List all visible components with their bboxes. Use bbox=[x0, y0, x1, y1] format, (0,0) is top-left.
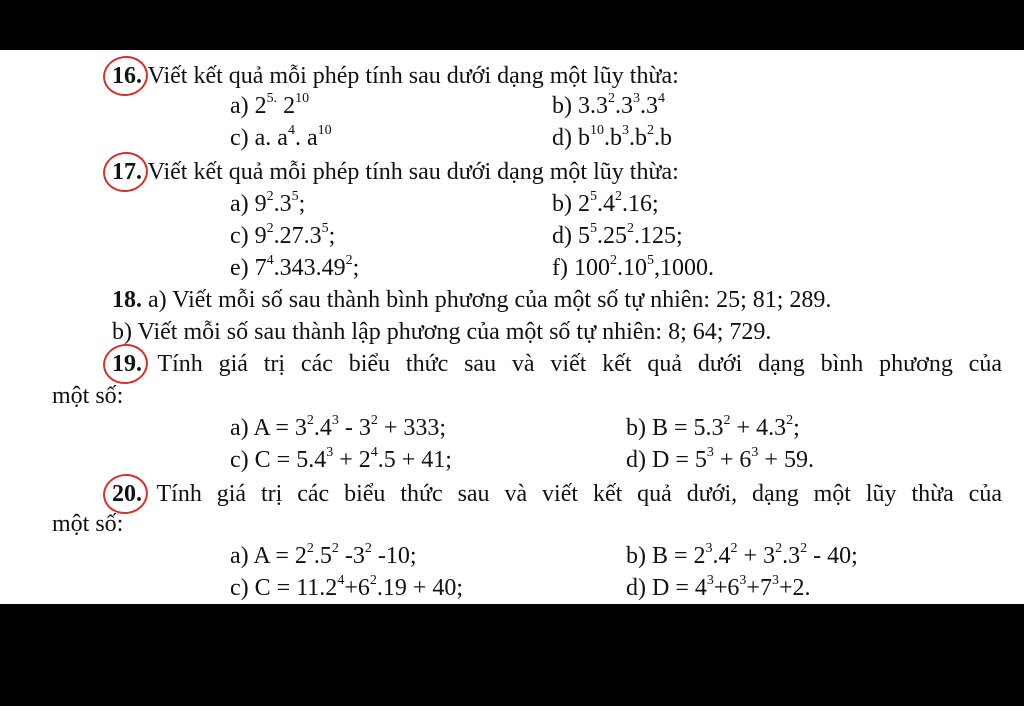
problem-16a: a) $2^{5.}$ $2^{10}$ bbox=[230, 91, 310, 119]
problem-20a: a) $A = 2^2.5^2$ $-3^2$ -10; bbox=[230, 541, 417, 569]
problem-18a: 18. a) Viết mỗi số sau thành bình phương của một số tự nhiên: 25; 81; 289. bbox=[112, 287, 832, 313]
problem-16b: b) $3.3^2.3^3.3^4$ bbox=[552, 91, 665, 119]
document-page bbox=[0, 50, 1024, 604]
problem-16-title: 16. Viết kết quả mỗi phép tính sau dưới dạng một lũy thừa: bbox=[112, 63, 679, 89]
problem-19a: a) $A = 3^2.4^3 - 3^2 + 333$; bbox=[230, 413, 447, 441]
problem-17c: c) $9^2.27.3^5$; bbox=[230, 221, 336, 249]
problem-20c: c) $C = 11.2^4+6^2.19 + 40$; bbox=[230, 573, 464, 601]
problem-17f: f) $100^2.10^5,1000$. bbox=[552, 253, 714, 281]
problem-18b: b) Viết mỗi số sau thành lập phương của một số tự nhiên: 8; 64; 729. bbox=[112, 319, 772, 345]
problem-17e: e) $7^4.343.49^2$; bbox=[230, 253, 360, 281]
problem-19-number: 19. bbox=[112, 351, 142, 377]
problem-20d: d) $D = 4^3+6^3+7^3+2$. bbox=[626, 573, 811, 601]
problem-20-title: 20. Tính giá trị các biểu thức sau và viết kết quả dưới, dạng một lũy thừa của bbox=[112, 481, 1002, 507]
problem-16d: d) $b^{10}.b^3.b^2.b$ bbox=[552, 123, 672, 151]
problem-19c: c) $C = 5.4^3 + 2^4.5 + 41$; bbox=[230, 445, 452, 473]
problem-19-title: 19. Tính giá trị các biểu thức sau và viết kết quả dưới dạng bình phương của bbox=[112, 351, 1002, 377]
problem-19b: b) $B = 5.3^2 + 4.3^2$; bbox=[626, 413, 800, 441]
problem-16c: c) a. $a^4$. $a^{10}$ bbox=[230, 123, 332, 151]
problem-16-number: 16. bbox=[112, 63, 142, 89]
problem-17b: b) $2^5.4^2.16$; bbox=[552, 189, 659, 217]
problem-19d: d) $D = 5^3 + 6^3 + 59$. bbox=[626, 445, 814, 473]
problem-17d: d) $5^5.25^2.125$; bbox=[552, 221, 683, 249]
problem-20-title-cont: một số: bbox=[52, 511, 124, 537]
problem-18-number: 18. bbox=[112, 287, 142, 313]
problem-17-number: 17. bbox=[112, 159, 142, 185]
problem-19-title-cont: một số: bbox=[52, 383, 124, 409]
problem-20b: b) $B = 2^3.4^2 + 3^2.3^2 - 40$; bbox=[626, 541, 858, 569]
problem-17a: a) $9^2.3^5$; bbox=[230, 189, 306, 217]
problem-20-number: 20. bbox=[112, 481, 142, 507]
problem-17-title: 17. Viết kết quả mỗi phép tính sau dưới dạng một lũy thừa: bbox=[112, 159, 679, 185]
